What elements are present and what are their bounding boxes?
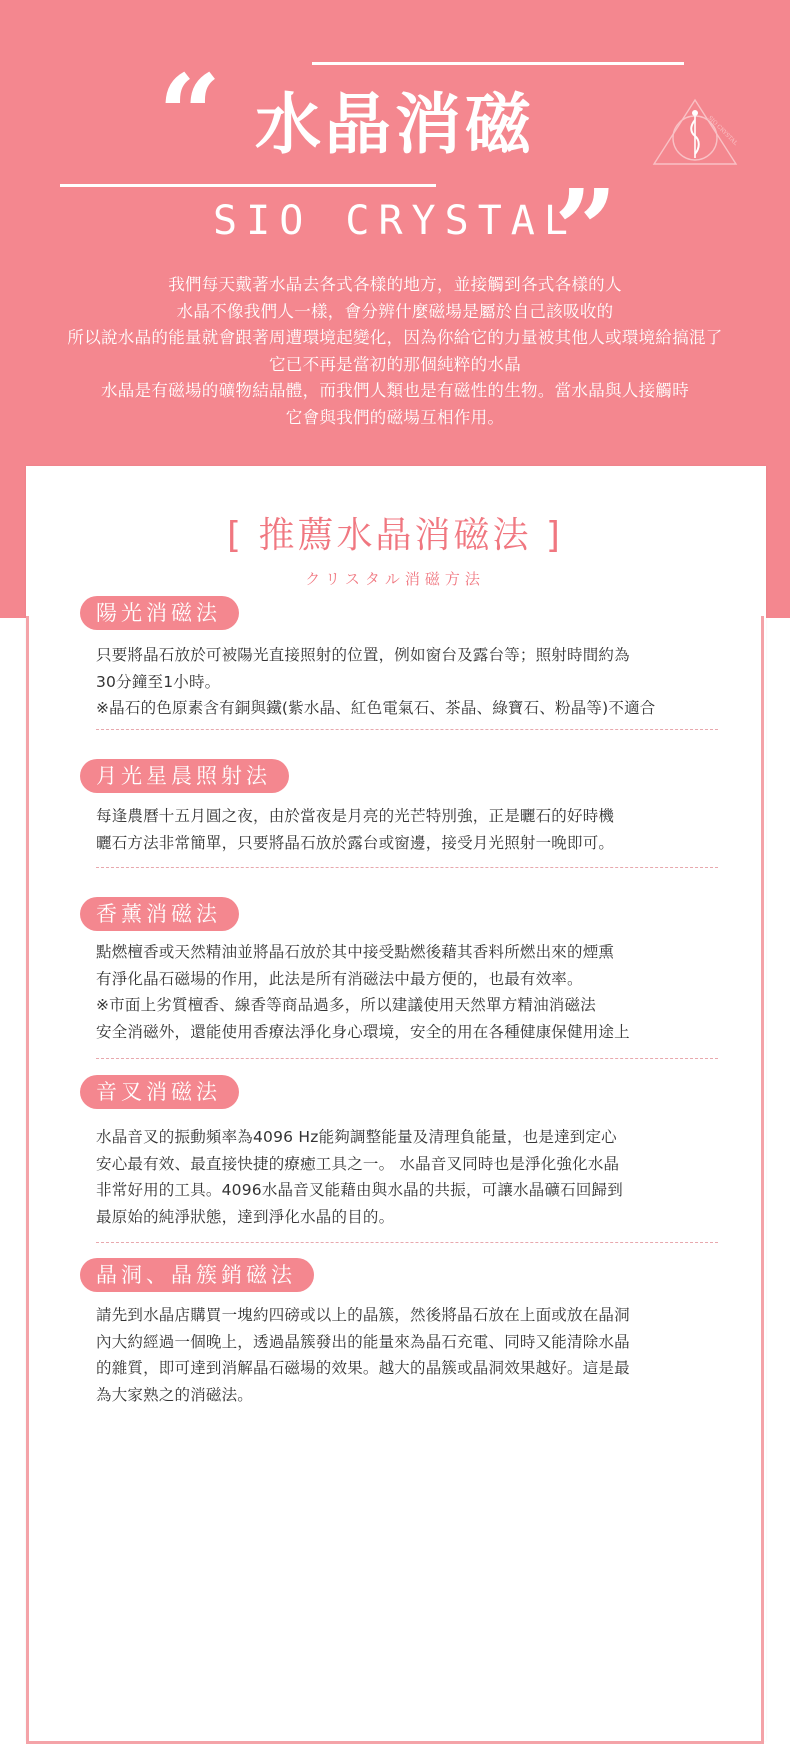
section-text-sunlight [96, 642, 746, 722]
text-line: 內大約經過一個晚上，透過晶簇發出的能量來為晶石充電、同時又能清除水晶 [96, 1332, 630, 1351]
intro-line: 水晶不像我們人一樣，會分辨什麼磁場是屬於自己該吸收的 [176, 301, 614, 321]
intro-line: 所以說水晶的能量就會跟著周遭環境起變化，因為你給它的力量被其他人或環境給搞混了 [67, 328, 723, 347]
page-title: 水晶消磁 [255, 86, 535, 163]
section-badge-sunlight: 陽光消磁法 [80, 596, 239, 630]
text-line: ※市面上劣質檀香、線香等商品過多，所以建議使用天然單方精油消磁法 [96, 996, 596, 1014]
section-divider [96, 1058, 718, 1059]
text-line: 為大家熟之的消磁法。 [96, 1385, 254, 1404]
section-text-geode [96, 1302, 746, 1408]
intro-line: 它已不再是當初的那個純粹的水晶 [269, 354, 521, 374]
section-divider [96, 1242, 718, 1243]
brand-logo-icon [650, 96, 740, 168]
text-line: 安心最有效、最直接快捷的療癒工具之一。 水晶音叉同時也是淨化強化水晶 [96, 1154, 620, 1173]
text-line: 水晶音叉的振動頻率為4096 Hz能夠調整能量及清理負能量，也是達到定心 [96, 1128, 617, 1146]
section-text-incense [96, 939, 746, 1045]
decorative-line-top [312, 62, 684, 65]
brand-subtitle: SIO CRYSTAL [213, 198, 577, 244]
text-line: 有淨化晶石磁場的作用，此法是所有消磁法中最方便的，也最有效率。 [96, 969, 583, 988]
section-divider [96, 729, 718, 730]
open-quote-mark: “ [158, 50, 222, 179]
section-badge-geode: 晶洞、晶簇銷磁法 [80, 1258, 314, 1292]
text-line: 的雜質，即可達到消解晶石磁場的效果。越大的晶簇或晶洞效果越好。這是最 [96, 1359, 630, 1377]
text-line: 非常好用的工具。4096水晶音叉能藉由與水晶的共振，可讓水晶礦石回歸到 [96, 1181, 623, 1199]
intro-line: 水晶是有磁場的礦物結晶體，而我們人類也是有磁性的生物。當水晶與人接觸時 [101, 381, 689, 400]
card-subtitle: クリスタル消磁方法 [305, 570, 485, 588]
section-badge-tuning-fork: 音叉消磁法 [80, 1075, 239, 1109]
intro-line: 我們每天戴著水晶去各式各樣的地方，並接觸到各式各樣的人 [168, 275, 622, 294]
text-line: 請先到水晶店購買一塊約四磅或以上的晶簇，然後將晶石放在上面或放在晶洞 [96, 1306, 630, 1324]
section-text-tuning-fork [96, 1124, 746, 1230]
section-divider [96, 867, 718, 868]
logo-text: SIO CRYSTAL [706, 115, 739, 147]
section-badge-moonlight: 月光星晨照射法 [80, 759, 289, 793]
text-line: 30分鐘至1小時。 [96, 672, 221, 691]
text-line: 只要將晶石放於可被陽光直接照射的位置，例如窗台及露台等；照射時間約為 [96, 646, 630, 664]
section-badge-incense: 香薰消磁法 [80, 897, 239, 931]
card-title: [ 推薦水晶消磁法 ] [227, 515, 563, 556]
section-text-moonlight [96, 803, 746, 856]
text-line: 每逢農曆十五月圓之夜，由於當夜是月亮的光芒特別強，正是曬石的好時機 [96, 807, 615, 825]
text-line: 安全消磁外，還能使用香療法淨化身心環境，安全的用在各種健康保健用途上 [96, 1022, 630, 1041]
intro-line: 它會與我們的磁場互相作用。 [285, 407, 505, 427]
close-quote-mark: „ [556, 102, 620, 231]
decorative-line-bottom [60, 184, 436, 187]
text-line: ※晶石的色原素含有銅與鐵(紫水晶、紅色電氣石、茶晶、綠寶石、粉晶等)不適合 [96, 699, 656, 717]
text-line: 點燃檀香或天然精油並將晶石放於其中接受點燃後藉其香料所燃出來的煙熏 [96, 943, 615, 961]
text-line: 曬石方法非常簡單，只要將晶石放於露台或窗邊，接受月光照射一晚即可。 [96, 833, 615, 852]
text-line: 最原始的純淨狀態，達到淨化水晶的目的。 [96, 1207, 395, 1226]
intro-text [0, 272, 790, 431]
